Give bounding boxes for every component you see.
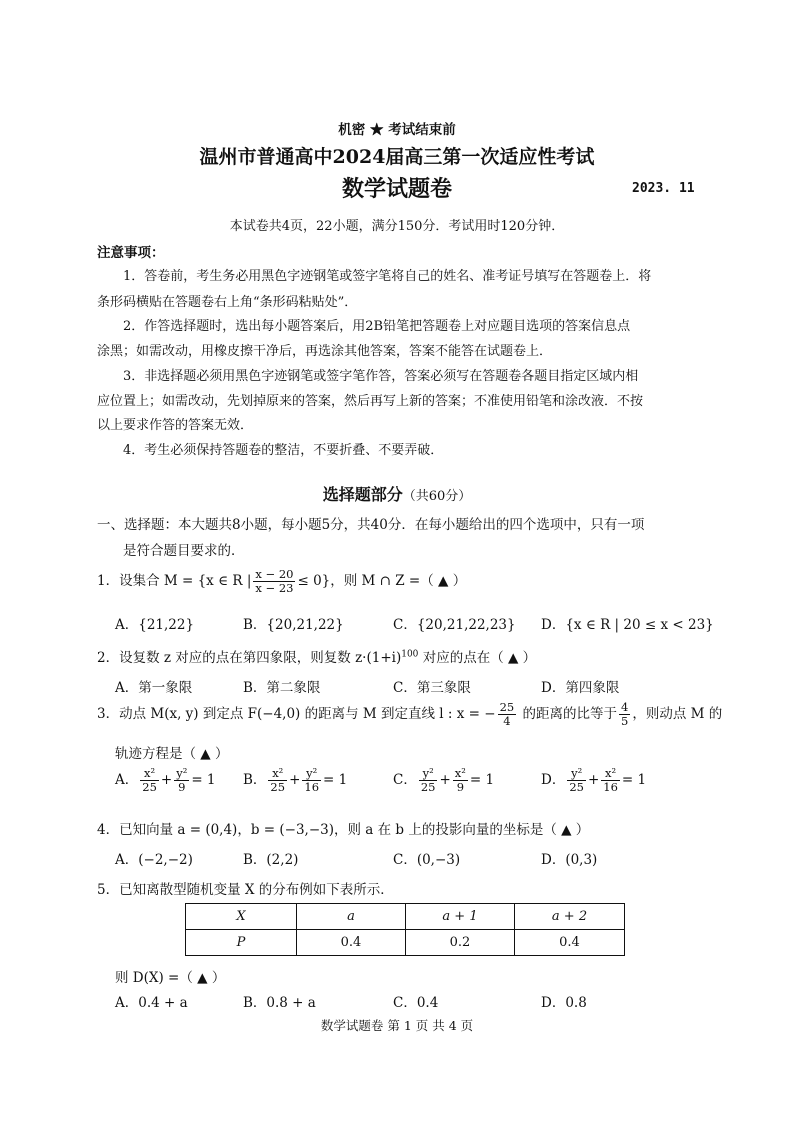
q2-option-d: D．第四象限 (541, 680, 620, 696)
q3-stem-c: ，则动点 M 的 (632, 706, 723, 722)
q4-option-a: A．(−2,−2) (115, 852, 193, 868)
paper-subtitle: 数学试题卷 (341, 176, 452, 202)
q3-b-eq: = 1 (323, 772, 348, 788)
question-1 (97, 568, 466, 595)
q3-c-label: C． (393, 772, 417, 788)
q3-b-n2: y² (302, 767, 321, 781)
q3-d-n1: y² (567, 767, 586, 781)
q3-option-b (243, 767, 347, 794)
q5-option-c: C．0.4 (393, 995, 439, 1011)
table-cell: P (186, 930, 297, 956)
question-4: 4．已知向量 a = (0,4)，b = (−3,−3)，则 a 在 b 上的投影向量的坐标是（ ▲ ） (97, 822, 590, 838)
q2-exponent: 100 (401, 649, 419, 660)
confidential-mark: 机密 ★ 考试结束前 (338, 122, 456, 138)
q5-option-d: D．0.8 (541, 995, 587, 1011)
q3-d-frac-1 (567, 767, 586, 794)
distribution-table (185, 903, 625, 956)
q3-f1-num: 25 (499, 700, 515, 714)
q3-d-op: + (587, 772, 600, 788)
q3-line2: 轨迹方程是（ ▲ ） (115, 746, 229, 762)
table-cell: a + 1 (406, 904, 515, 930)
q3-fraction-1 (498, 701, 517, 728)
table-row (186, 904, 625, 930)
q3-d-eq: = 1 (621, 772, 647, 788)
q3-c-d1: 25 (420, 780, 436, 794)
q1-option-b: B．{20,21,22} (243, 617, 344, 633)
section-title (0, 482, 794, 505)
q2-stem-b: 对应的点在（ ▲ ） (418, 650, 537, 666)
q3-d-n2: x² (601, 767, 620, 781)
q1-stem-b: ≤ 0}，则 M ∩ Z =（ ▲ ） (297, 573, 467, 589)
q3-d-d1: 25 (569, 780, 584, 794)
q3-option-c (393, 767, 494, 794)
note-line: 4．考生必须保持答题卷的整洁，不要折叠、不要弄破． (123, 443, 444, 458)
q3-a-d2: 9 (178, 780, 186, 794)
note-line: 应位置上；如需改动，先划掉原来的答案，然后再写上新的答案；不准使用铅笔和涂改液．不按 (97, 394, 644, 409)
notes-heading: 注意事项： (97, 245, 165, 261)
q2-stem-a: 2．设复数 z 对应的点在第四象限，则复数 z·(1+i) (97, 650, 402, 666)
q3-b-d2: 16 (304, 780, 320, 794)
q3-c-op: + (439, 772, 451, 788)
q5-option-b: B．0.8 + a (243, 995, 316, 1011)
exam-date: 2023. 11 (632, 181, 695, 196)
q3-a-eq: = 1 (191, 772, 216, 788)
q5-option-a: A．0.4 + a (115, 995, 188, 1011)
q1-fraction (253, 568, 295, 595)
table-cell: a + 2 (515, 904, 625, 930)
note-line: 涂黑；如需改动，用橡皮擦干净后，再选涂其他答案，答案不能答在试题卷上． (97, 344, 553, 359)
q3-c-frac-2 (453, 767, 468, 794)
table-row (186, 930, 625, 956)
q3-a-frac-2 (174, 767, 189, 794)
q3-a-frac-1 (140, 767, 159, 794)
q4-option-c: C．(0,−3) (393, 852, 461, 868)
q3-b-frac-1 (268, 767, 287, 794)
q3-option-a (115, 767, 216, 794)
q3-stem-a: 3．动点 M(x, y) 到定点 F(−4,0) 的距离与 M 到定直线 l : x = − (97, 706, 496, 722)
q3-d-label: D． (541, 772, 566, 788)
q1-option-c: C．{20,21,22,23} (393, 617, 516, 633)
table-cell: X (186, 904, 297, 930)
q3-b-op: + (289, 772, 301, 788)
q3-a-label: A． (115, 772, 139, 788)
note-line: 3．非选择题必须用黑色字迹钢笔或签字笔作答，答案必须写在答题卷各题目指定区域内相 (123, 369, 639, 384)
table-cell: 0.4 (297, 930, 406, 956)
q2-option-a: A．第一象限 (115, 680, 193, 696)
note-line: 2．作答选择题时，选出每小题答案后，用2B铅笔把答题卷上对应题目选项的答案信息点 (123, 319, 631, 334)
q3-b-n1: x² (268, 767, 287, 781)
question-3 (97, 701, 722, 728)
q4-option-b: B．(2,2) (243, 852, 299, 868)
q1-frac-den: x − 23 (255, 581, 294, 595)
q3-c-n2: x² (454, 766, 466, 780)
q3-b-frac-2 (302, 767, 321, 794)
q3-stem-b: 的距离的比等于 (518, 706, 618, 722)
q3-c-d2: 9 (456, 780, 465, 794)
part-intro-cont: 是符合题目要求的． (123, 543, 245, 559)
table-cell: a (297, 904, 406, 930)
q3-a-op: + (160, 772, 173, 788)
page-footer: 数学试题卷 第 1 页 共 4 页 (320, 1018, 474, 1033)
question-5: 5．已知离散型随机变量 X 的分布例如下表所示． (97, 882, 394, 898)
q2-option-b: B．第二象限 (243, 680, 321, 696)
q3-b-label: B． (243, 772, 267, 788)
q3-c-eq: = 1 (469, 772, 495, 788)
q3-a-n2: y² (176, 766, 188, 780)
q1-option-a: A．{21,22} (115, 617, 195, 633)
q3-c-n1: y² (419, 767, 438, 781)
note-line: 以上要求作答的答案无效． (97, 418, 254, 433)
q5-ask: 则 D(X) =（ ▲ ） (115, 970, 226, 986)
q3-f1-den: 4 (503, 714, 511, 728)
q3-option-d (541, 767, 646, 794)
note-line: 条形码横贴在答题卷右上角“条形码粘贴处”． (97, 295, 358, 310)
q4-option-d: D．(0,3) (541, 852, 598, 868)
exam-title: 温州市普通高中2024届高三第一次适应性考试 (199, 146, 595, 168)
question-2 (97, 646, 536, 666)
q3-f2-num: 4 (621, 700, 629, 714)
q3-fraction-2 (619, 701, 630, 728)
q3-d-frac-2 (601, 767, 620, 794)
part-intro: 一、选择题：本大题共8小题，每小题5分，共40分．在每小题给出的四个选项中，只有一项 (97, 517, 645, 533)
q3-d-d2: 16 (603, 780, 618, 794)
table-cell: 0.4 (515, 930, 625, 956)
q3-f2-den: 5 (621, 714, 629, 728)
q1-frac-num: x − 20 (255, 567, 294, 581)
q1-option-d: D．{x ∈ R | 20 ≤ x < 23} (541, 617, 714, 633)
paper-info: 本试卷共4页，22小题，满分150分．考试用时120分钟． (229, 219, 565, 234)
table-cell: 0.2 (406, 930, 515, 956)
q3-c-frac-1 (419, 767, 438, 794)
q3-a-d1: 25 (142, 780, 157, 794)
section-title-text: 选择题部分 (322, 485, 403, 504)
q2-option-c: C．第三象限 (393, 680, 471, 696)
q3-a-n1: x² (140, 767, 159, 781)
q3-b-d1: 25 (270, 780, 286, 794)
note-line: 1．答卷前，考生务必用黑色字迹钢笔或签字笔将自己的姓名、准考证号填写在答题卷上．将 (123, 269, 652, 284)
q1-stem-a: 1．设集合 M = {x ∈ R | (97, 573, 252, 589)
section-score: （共60分） (402, 489, 472, 504)
